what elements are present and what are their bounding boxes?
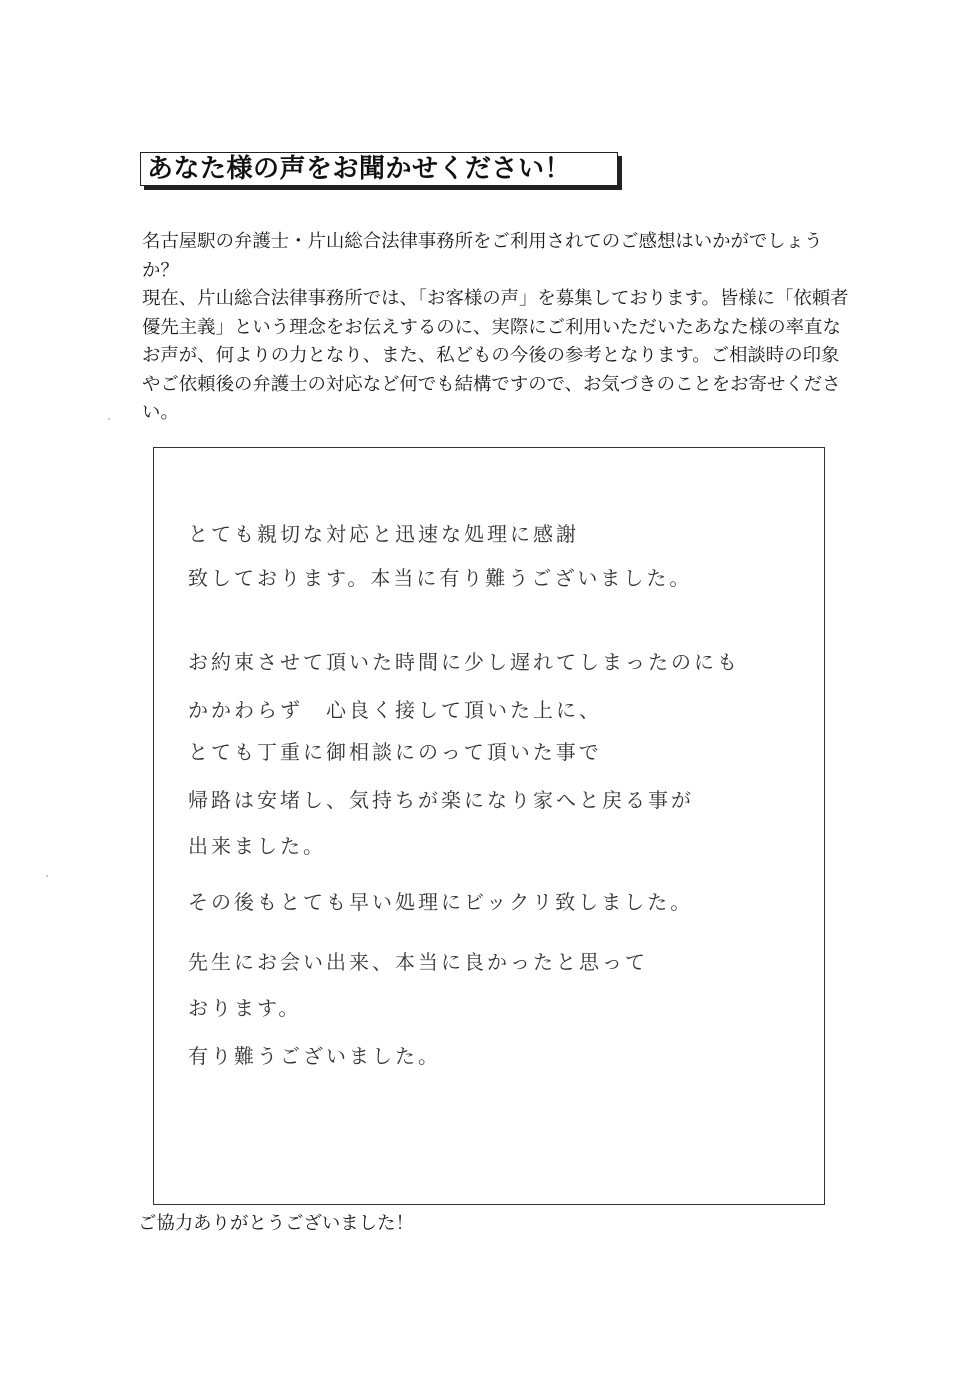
intro-paragraph: 名古屋駅の弁護士・片山総合法律事務所をご利用されてのご感想はいかがでしょうか？: [142, 231, 823, 281]
handwritten-line: 先生にお会い出来、本当に良かったと思って: [188, 950, 648, 974]
handwritten-line: 致しております。本当に有り難うございました。: [188, 566, 693, 590]
page-title: あなた様の声をお聞かせください！: [147, 154, 572, 184]
handwritten-line: 出来ました。: [188, 834, 326, 858]
handwritten-line: その後もとても早い処理にビックリ致しました。: [188, 890, 694, 914]
handwritten-line: 帰路は安堵し、気持ちが楽になり家へと戻る事が: [188, 788, 694, 812]
scan-speck: [46, 875, 48, 877]
handwritten-line: お約束させて頂いた時間に少し遅れてしまったのにも: [188, 650, 740, 674]
closing-thanks: ご協力ありがとうございました！: [138, 1213, 414, 1234]
handwritten-line: とても親切な対応と迅速な処理に感謝: [188, 522, 579, 546]
title-box: [140, 152, 618, 186]
intro-paragraph: 現在、片山総合法律事務所では、「お客様の声」を募集しております。皆様に「依頼者優先主義」という理念をお伝えするのに、実際にご利用いただいたあなた様の率直なお声が、何よりの力となり、また、私どもの今後の参考となります。ご相談時の印象やご依頼後の弁護士の対応など何でも結構ですので、お気づきのことをお寄せください。: [142, 288, 849, 423]
intro-text: [142, 228, 852, 428]
handwritten-line: おります。: [188, 996, 302, 1020]
scan-speck: [108, 418, 110, 420]
handwritten-response: [188, 518, 808, 1080]
handwritten-line: 有り難うございました。: [188, 1044, 441, 1068]
handwritten-line: とても丁重に御相談にのって頂いた事で: [188, 740, 602, 764]
handwritten-line: かかわらず 心良く接して頂いた上に、: [188, 698, 602, 722]
